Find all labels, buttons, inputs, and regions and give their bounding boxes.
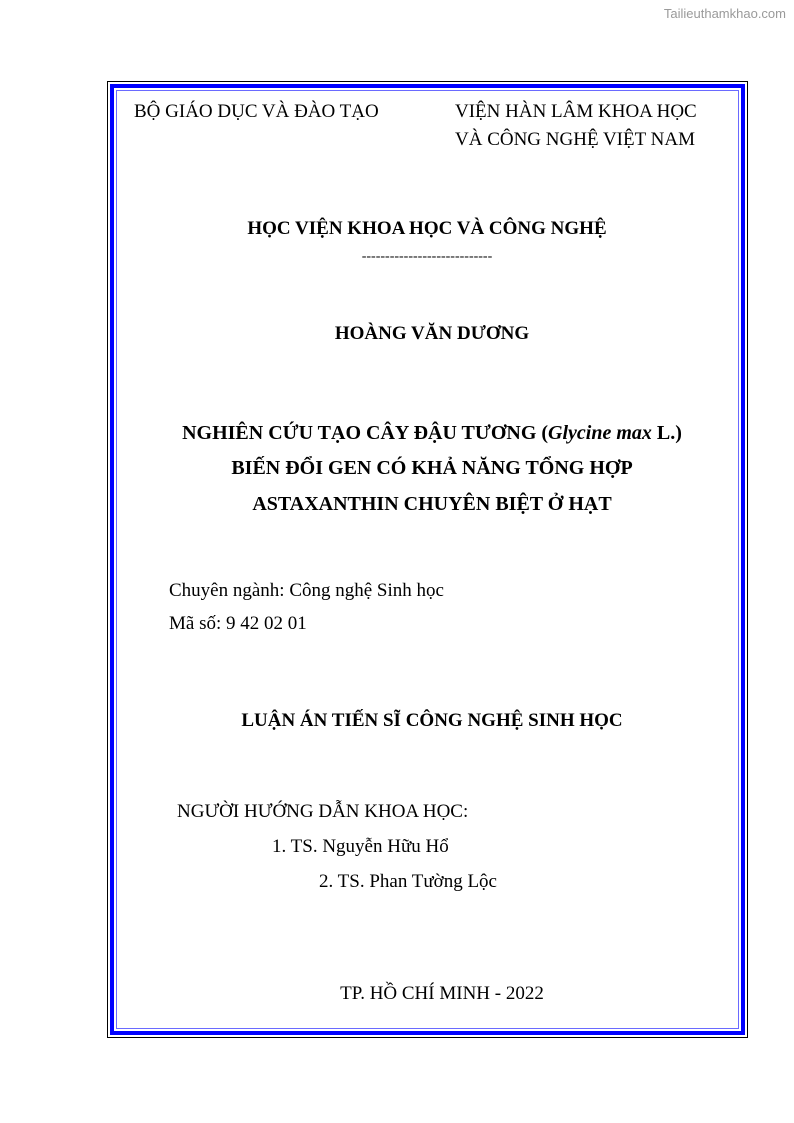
major: Chuyên ngành: Công nghệ Sinh học bbox=[169, 580, 444, 601]
place-year: TP. HỒ CHÍ MINH - 2022 bbox=[340, 983, 544, 1004]
degree: LUẬN ÁN TIẾN SĨ CÔNG NGHỆ SINH HỌC bbox=[241, 710, 623, 731]
title-suffix: L.) bbox=[651, 422, 682, 444]
title-line1 bbox=[35, 423, 794, 443]
institute: HỌC VIỆN KHOA HỌC VÀ CÔNG NGHỆ bbox=[247, 218, 607, 239]
supervisor-1: 1. TS. Nguyễn Hữu Hổ bbox=[272, 836, 449, 857]
title-line2: BIẾN ĐỔI GEN CÓ KHẢ NĂNG TỔNG HỢP bbox=[231, 457, 633, 479]
academy-line1: VIỆN HÀN LÂM KHOA HỌC bbox=[455, 101, 697, 122]
title-line3: ASTAXANTHIN CHUYÊN BIỆT Ở HẠT bbox=[252, 493, 612, 515]
watermark: Tailieuthamkhao.com bbox=[663, 6, 786, 21]
code: Mã số: 9 42 02 01 bbox=[169, 613, 307, 634]
supervisors-label: NGƯỜI HƯỚNG DẪN KHOA HỌC: bbox=[177, 801, 469, 822]
separator: ---------------------------- bbox=[361, 249, 493, 264]
supervisor-2: 2. TS. Phan Tường Lộc bbox=[319, 871, 497, 892]
academy-line2: VÀ CÔNG NGHỆ VIỆT NAM bbox=[455, 129, 695, 150]
author-name: HOÀNG VĂN DƯƠNG bbox=[334, 323, 530, 344]
title-prefix: NGHIÊN CỨU TẠO CÂY ĐẬU TƯƠNG ( bbox=[182, 422, 549, 444]
ministry: BỘ GIÁO DỤC VÀ ĐÀO TẠO bbox=[134, 101, 379, 122]
title-species: Glycine max bbox=[548, 422, 652, 444]
